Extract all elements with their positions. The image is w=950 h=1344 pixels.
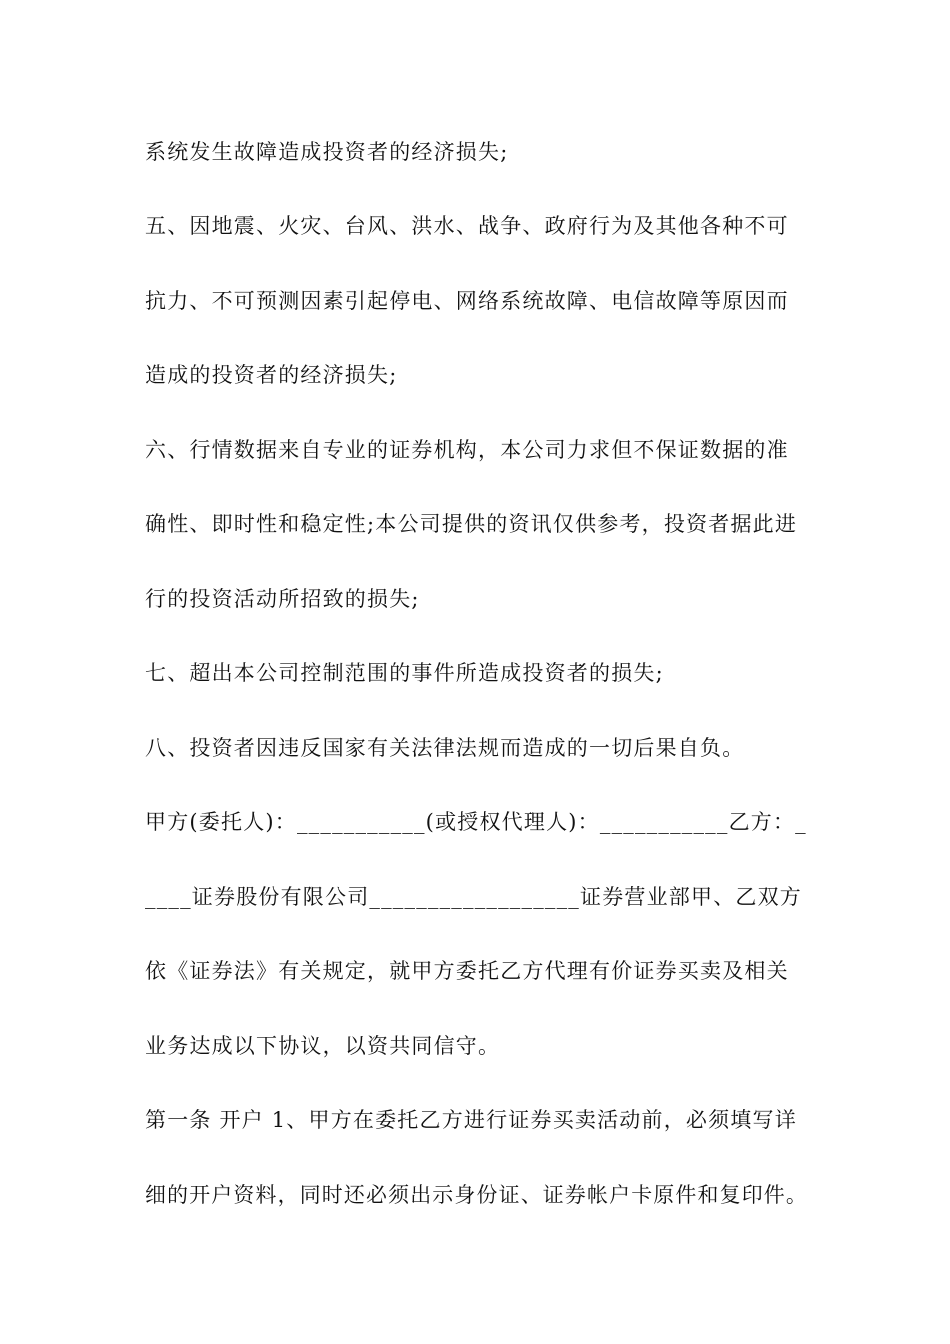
paragraph-line: 依《证券法》有关规定，就甲方委托乙方代理有价证券买卖及相关 (145, 959, 789, 983)
paragraph-line: 细的开户资料，同时还必须出示身份证、证券帐户卡原件和复印件。 (145, 1183, 809, 1207)
paragraph-line: 六、行情数据来自专业的证券机构，本公司力求但不保证数据的准 (145, 438, 789, 462)
paragraph-line: 系统发生故障造成投资者的经济损失; (145, 140, 509, 164)
paragraph-line: 甲方(委托人)：___________(或授权代理人)：___________乙方：_ (145, 810, 807, 834)
paragraph-line: 抗力、不可预测因素引起停电、网络系统故障、电信故障等原因而 (145, 289, 789, 313)
paragraph-line: 造成的投资者的经济损失; (145, 363, 398, 387)
paragraph-line: 第一条 开户 1、甲方在委托乙方进行证券买卖活动前，必须填写详 (145, 1108, 797, 1132)
paragraph-line: 七、超出本公司控制范围的事件所造成投资者的损失; (145, 661, 664, 685)
paragraph-line: 五、因地震、火灾、台风、洪水、战争、政府行为及其他各种不可 (145, 214, 789, 238)
paragraph-line: 业务达成以下协议，以资共同信守。 (145, 1034, 501, 1058)
paragraph-line: 确性、即时性和稳定性;本公司提供的资讯仅供参考，投资者据此进 (145, 512, 798, 536)
paragraph-line: ____证券股份有限公司__________________证券营业部甲、乙双方 (145, 885, 802, 909)
paragraph-line: 行的投资活动所招致的损失; (145, 587, 420, 611)
paragraph-line: 八、投资者因违反国家有关法律法规而造成的一切后果自负。 (145, 736, 745, 760)
